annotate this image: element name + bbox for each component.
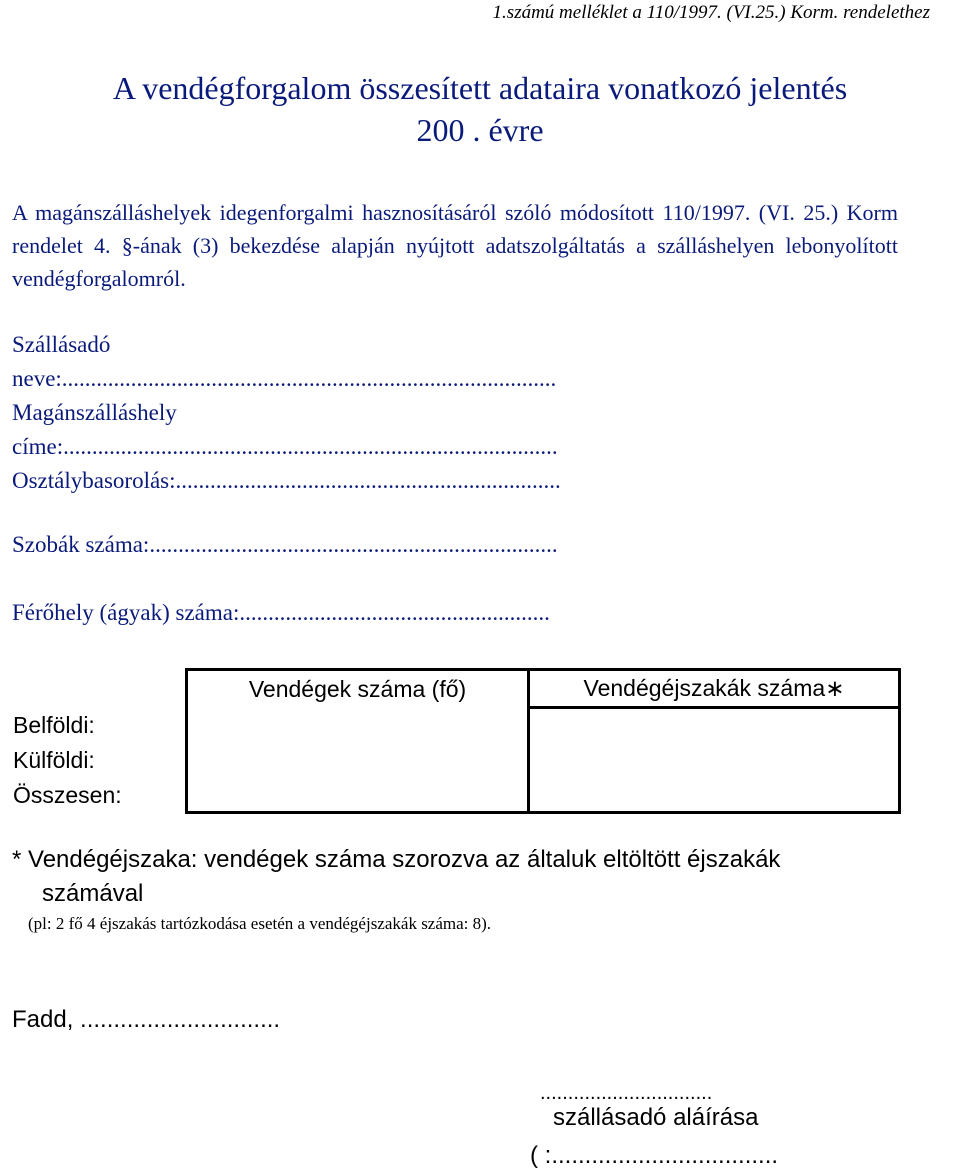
classification-field[interactable]: Osztálybasorolás:................................................................... xyxy=(12,468,561,493)
signature-id-field[interactable]: ( :.................................. xyxy=(530,1142,779,1169)
page-title: A vendégforgalom összesített adataira vonatkozó jelentés xyxy=(112,70,848,106)
row-label-domestic: Belföldi: xyxy=(13,711,95,738)
guests-input-cell[interactable] xyxy=(187,708,529,813)
annex-note: 1.számú melléklet a 110/1997. (VI.25.) Korm. rendelethez xyxy=(492,2,930,23)
asterisk-marker: ∗ xyxy=(825,675,845,701)
address-label: Magánszálláshely xyxy=(12,400,177,425)
intro-paragraph: A magánszálláshelyek idegenforgalmi hasznosításáról szóló módosított 110/1997. (VI. 25.) Korm rendelet 4. §-ának (3) bekezdése alapján nyújtott adatszolgáltatás a szálláshelyen lebonyolított vendégforgalomról. xyxy=(12,200,898,291)
guests-header: Vendégek száma (fő) xyxy=(187,670,529,708)
beds-field[interactable]: Férőhely (ágyak) száma:...................................................... xyxy=(12,600,550,625)
nights-header: Vendégéjszakák száma∗ xyxy=(529,670,900,708)
guest-stats-table xyxy=(7,668,901,814)
row-label-total: Összesen: xyxy=(13,781,122,808)
footnote-example: (pl: 2 fő 4 éjszakás tartózkodása esetén a vendégéjszakák száma: 8). xyxy=(28,914,492,933)
report-year: 200 . évre xyxy=(416,112,544,148)
host-label: Szállásadó xyxy=(12,332,111,357)
host-name-field[interactable]: neve:...................................................................................... xyxy=(12,366,557,391)
row-label-foreign: Külföldi: xyxy=(13,746,95,773)
footnote-line-cont: számával xyxy=(42,880,144,907)
table-corner xyxy=(7,670,187,708)
footnote-line: * Vendégéjszaka: vendégek száma szorozva az általuk eltöltött éjszakák xyxy=(12,846,781,873)
signature-line[interactable]: ............................... xyxy=(540,1082,713,1104)
rooms-field[interactable]: Szobák száma:....................................................................... xyxy=(12,532,558,557)
signature-label: szállásadó aláírása xyxy=(553,1104,759,1131)
address-field[interactable]: címe:...................................................................................... xyxy=(12,434,558,459)
place-date-field[interactable]: Fadd, .............................. xyxy=(12,1006,281,1033)
nights-input-cell[interactable] xyxy=(529,708,900,813)
